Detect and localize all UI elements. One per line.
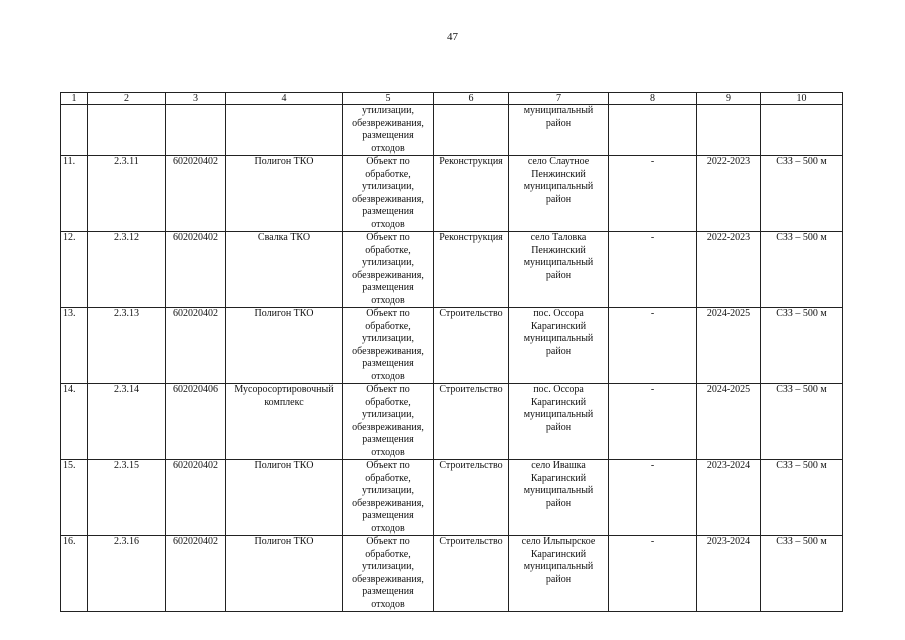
cell-name: Свалка ТКО xyxy=(226,232,343,308)
header-cell: 5 xyxy=(343,93,434,105)
cell-zone: СЗЗ – 500 м xyxy=(761,156,843,232)
header-cell: 4 xyxy=(226,93,343,105)
cell-col8: - xyxy=(609,460,697,536)
cell-name: Полигон ТКО xyxy=(226,536,343,612)
header-cell: 8 xyxy=(609,93,697,105)
cell-okato: 602020402 xyxy=(166,156,226,232)
cell-okato: 602020402 xyxy=(166,232,226,308)
table-row xyxy=(61,536,843,612)
cell-empty xyxy=(166,105,226,156)
cell-name: Мусоросортировочный комплекс xyxy=(226,384,343,460)
cell-purpose: Объект по обработке, утилизации, обезвреживания, размещения отходов xyxy=(343,384,434,460)
cell-purpose: утилизации, обезвреживания, размещения отходов xyxy=(343,105,434,156)
continuation-row xyxy=(61,105,843,156)
cell-name: Полигон ТКО xyxy=(226,308,343,384)
cell-location: село Ильпырское Карагинский муниципальный район xyxy=(509,536,609,612)
cell-zone: СЗЗ – 500 м xyxy=(761,232,843,308)
cell-okato: 602020402 xyxy=(166,460,226,536)
table-row xyxy=(61,384,843,460)
header-cell: 10 xyxy=(761,93,843,105)
cell-number: 12. xyxy=(61,232,88,308)
cell-period: 2024-2025 xyxy=(697,308,761,384)
cell-okato: 602020406 xyxy=(166,384,226,460)
cell-empty xyxy=(609,105,697,156)
cell-period: 2023-2024 xyxy=(697,536,761,612)
cell-col8: - xyxy=(609,232,697,308)
cell-number: 13. xyxy=(61,308,88,384)
cell-empty xyxy=(61,105,88,156)
table-row xyxy=(61,308,843,384)
cell-code: 2.3.13 xyxy=(88,308,166,384)
cell-name: Полигон ТКО xyxy=(226,156,343,232)
header-cell: 6 xyxy=(434,93,509,105)
cell-code: 2.3.15 xyxy=(88,460,166,536)
objects-table xyxy=(60,92,843,612)
cell-location: пос. Оссора Карагинский муниципальный район xyxy=(509,308,609,384)
cell-period: 2022-2023 xyxy=(697,156,761,232)
table-row xyxy=(61,460,843,536)
table-row xyxy=(61,156,843,232)
cell-col8: - xyxy=(609,384,697,460)
cell-okato: 602020402 xyxy=(166,308,226,384)
cell-action: Строительство xyxy=(434,308,509,384)
cell-action: Реконструкция xyxy=(434,232,509,308)
cell-number: 15. xyxy=(61,460,88,536)
cell-action: Строительство xyxy=(434,384,509,460)
cell-zone: СЗЗ – 500 м xyxy=(761,536,843,612)
cell-period: 2023-2024 xyxy=(697,460,761,536)
cell-zone: СЗЗ – 500 м xyxy=(761,460,843,536)
cell-empty xyxy=(88,105,166,156)
cell-code: 2.3.11 xyxy=(88,156,166,232)
cell-action: Строительство xyxy=(434,460,509,536)
header-cell: 9 xyxy=(697,93,761,105)
cell-number: 11. xyxy=(61,156,88,232)
cell-location: пос. Оссора Карагинский муниципальный район xyxy=(509,384,609,460)
cell-period: 2022-2023 xyxy=(697,232,761,308)
header-cell: 1 xyxy=(61,93,88,105)
cell-zone: СЗЗ – 500 м xyxy=(761,384,843,460)
cell-number: 16. xyxy=(61,536,88,612)
cell-code: 2.3.12 xyxy=(88,232,166,308)
header-cell: 3 xyxy=(166,93,226,105)
cell-empty xyxy=(697,105,761,156)
cell-code: 2.3.16 xyxy=(88,536,166,612)
cell-empty xyxy=(226,105,343,156)
cell-purpose: Объект по обработке, утилизации, обезвреживания, размещения отходов xyxy=(343,460,434,536)
page-number: 47 xyxy=(447,31,458,43)
cell-purpose: Объект по обработке, утилизации, обезвреживания, размещения отходов xyxy=(343,232,434,308)
cell-action: Реконструкция xyxy=(434,156,509,232)
header-cell: 7 xyxy=(509,93,609,105)
cell-location: село Таловка Пенжинский муниципальный район xyxy=(509,232,609,308)
cell-col8: - xyxy=(609,308,697,384)
cell-name: Полигон ТКО xyxy=(226,460,343,536)
cell-empty xyxy=(761,105,843,156)
cell-okato: 602020402 xyxy=(166,536,226,612)
cell-purpose: Объект по обработке, утилизации, обезвреживания, размещения отходов xyxy=(343,308,434,384)
cell-action: Строительство xyxy=(434,536,509,612)
cell-code: 2.3.14 xyxy=(88,384,166,460)
cell-location: село Слаутное Пенжинский муниципальный район xyxy=(509,156,609,232)
header-cell: 2 xyxy=(88,93,166,105)
table-row xyxy=(61,232,843,308)
cell-purpose: Объект по обработке, утилизации, обезвреживания, размещения отходов xyxy=(343,536,434,612)
cell-period: 2024-2025 xyxy=(697,384,761,460)
cell-purpose: Объект по обработке, утилизации, обезвреживания, размещения отходов xyxy=(343,156,434,232)
cell-location: муниципальный район xyxy=(509,105,609,156)
header-row xyxy=(61,93,843,105)
cell-zone: СЗЗ – 500 м xyxy=(761,308,843,384)
cell-empty xyxy=(434,105,509,156)
cell-location: село Ивашка Карагинский муниципальный район xyxy=(509,460,609,536)
cell-number: 14. xyxy=(61,384,88,460)
cell-col8: - xyxy=(609,536,697,612)
cell-col8: - xyxy=(609,156,697,232)
